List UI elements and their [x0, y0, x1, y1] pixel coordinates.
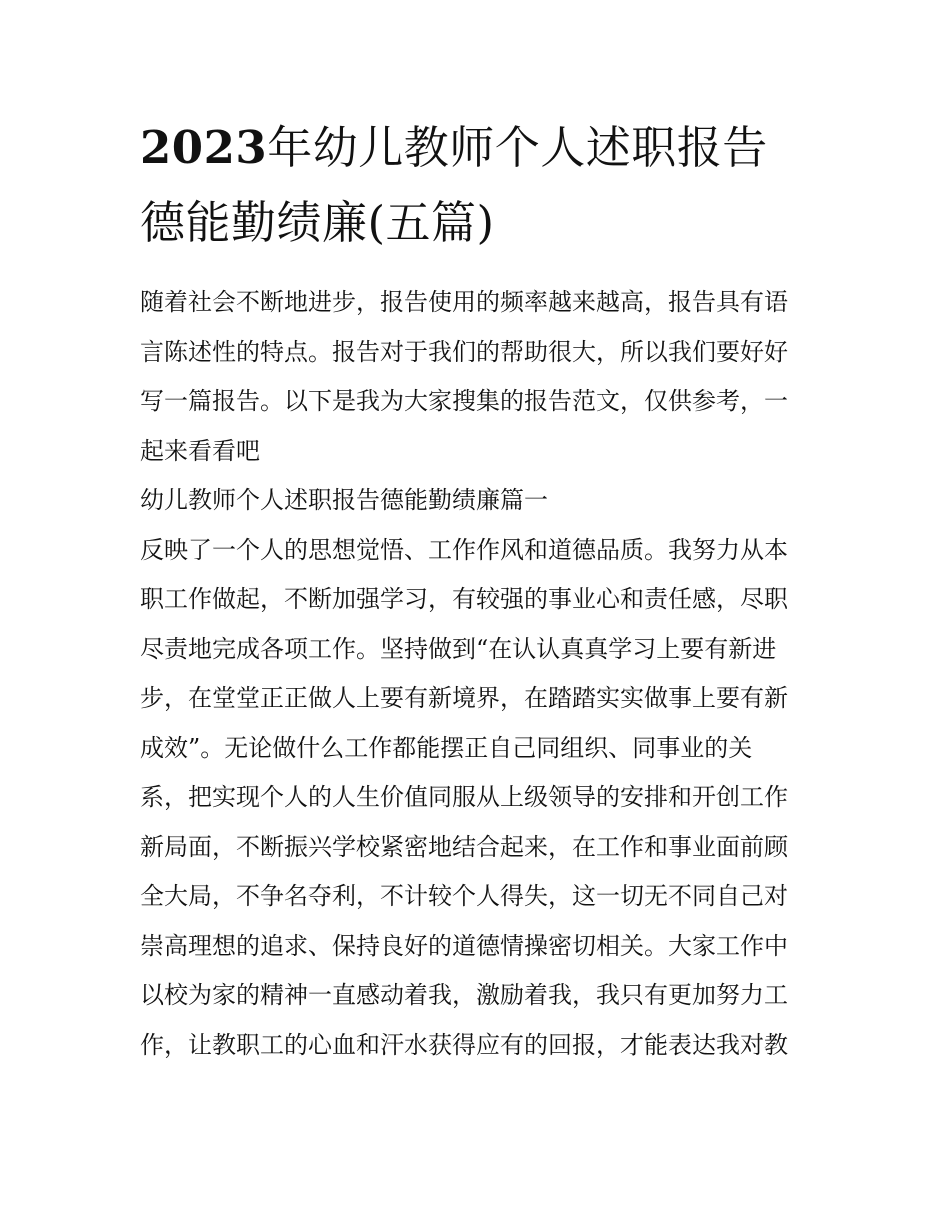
body-line: 崇高理想的追求、保持良好的道德情操密切相关。大家工作中	[140, 931, 788, 960]
body-line: 写一篇报告。以下是我为大家搜集的报告范文，仅供参考，一	[140, 387, 788, 415]
body-line: 反映了一个人的思想觉悟、工作作风和道德品质。我努力从本	[140, 535, 788, 564]
body-line: 系，把实现个人的人生价值同服从上级领导的安排和开创工作	[140, 783, 788, 811]
body-line: 尽责地完成各项工作。坚持做到“在认认真真学习上要有新进	[140, 634, 777, 663]
document-body	[140, 278, 830, 1070]
section-heading: 幼儿教师个人述职报告德能勤绩廉篇一	[140, 486, 548, 514]
body-line: 职工作做起，不断加强学习，有较强的事业心和责任感，尽职	[140, 585, 788, 613]
body-line: 全大局，不争名夺利，不计较个人得失，这一切无不同自己对	[140, 882, 788, 910]
body-line: 作，让教职工的心血和汗水获得应有的回报，才能表达我对教	[140, 1030, 788, 1059]
title-year: 2023	[140, 121, 268, 174]
title-line-2: 德能勤绩廉(五篇)	[140, 196, 495, 249]
body-line: 随着社会不断地进步，报告使用的频率越来越高，报告具有语	[140, 288, 788, 316]
document-title	[140, 110, 830, 260]
body-line: 成效”。无论做什么工作都能摆正自己同组织、同事业的关	[140, 733, 753, 762]
title-line-1	[140, 110, 830, 185]
body-line: 以校为家的精神一直感动着我，激励着我，我只有更加努力工	[140, 981, 788, 1009]
body-line: 言陈述性的特点。报告对于我们的帮助很大，所以我们要好好	[140, 337, 788, 366]
body-line: 起来看看吧	[140, 436, 260, 465]
body-line: 步，在堂堂正正做人上要有新境界，在踏踏实实做事上要有新	[140, 684, 788, 712]
title-line-1-text: 年幼儿教师个人述职报告	[267, 121, 768, 174]
body-line: 新局面，不断振兴学校紧密地结合起来，在工作和事业面前顾	[140, 832, 788, 861]
